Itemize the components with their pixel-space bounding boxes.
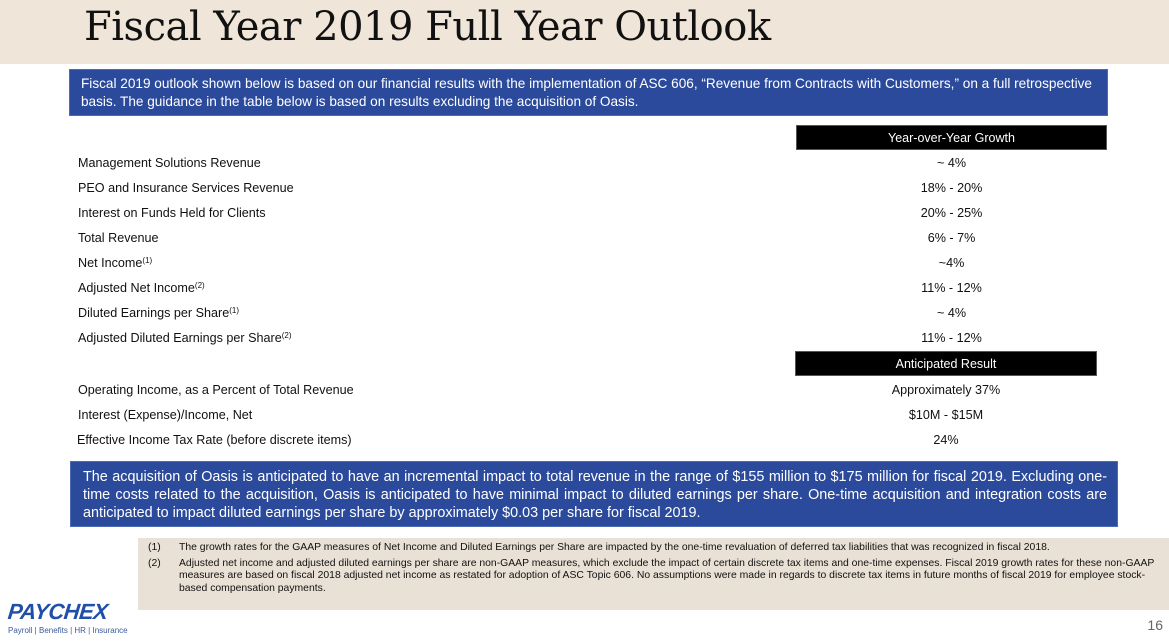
row-value: 11% - 12% (921, 331, 982, 345)
logo-wordmark: PAYCHEX (6, 599, 109, 624)
footnote-ref: (2) (194, 281, 205, 290)
page-title: Fiscal Year 2019 Full Year Outlook (84, 4, 771, 50)
row-label: Total Revenue (78, 231, 159, 245)
row-value: 11% - 12% (921, 281, 982, 295)
row-label: Effective Income Tax Rate (before discrete items) (77, 433, 352, 447)
paychex-logo (8, 600, 128, 636)
row-value: Approximately 37% (891, 383, 1001, 397)
row-value: 24% (933, 433, 959, 447)
row-value: ~ 4% (936, 156, 967, 170)
row-value: 6% - 7% (927, 231, 976, 245)
row-label: Interest (Expense)/Income, Net (78, 408, 253, 422)
row-value: ~4% (938, 256, 965, 270)
row-label: PEO and Insurance Services Revenue (78, 181, 294, 195)
intro-callout: Fiscal 2019 outlook shown below is based on our financial results with the implementation of ASC 606, “Revenue from Contracts with Customers,” on a full retrospective basis. The guidance in the table below is based on results excluding the acquisition of Oasis. (69, 69, 1108, 116)
oasis-callout: The acquisition of Oasis is anticipated to have an incremental impact to total revenue in the range of $155 million to $175 million for fiscal 2019. Excluding one-time costs related to the acquisition, Oasis is anticipated to have minimal impact to diluted earnings per share. One-time acquisition and integration costs are anticipated to impact diluted earnings per share by approximately $0.03 per share for fiscal 2019. (70, 461, 1118, 527)
yoy-growth-header: Year-over-Year Growth (796, 125, 1107, 150)
row-value: 20% - 25% (920, 206, 983, 220)
footnote-ref: (1) (142, 256, 153, 265)
row-label: Management Solutions Revenue (78, 156, 261, 170)
footnotes (138, 538, 1169, 610)
footnote-number: (2) (148, 557, 161, 569)
row-label: Adjusted Diluted Earnings per Share$^{(2)}$ (78, 331, 292, 345)
footnote-item (148, 558, 1161, 596)
footnote-text: The growth rates for the GAAP measures of Net Income and Diluted Earnings per Share are impacted by the one-time revaluation of deferred tax liabilities that was recognized in fiscal 2018. (179, 542, 1050, 553)
logo-tagline: Payroll | Benefits | HR | Insurance (8, 626, 128, 635)
title-band (0, 0, 1169, 64)
row-label: Operating Income, as a Percent of Total Revenue (78, 383, 354, 397)
row-label: Net Income$^{(1)}$ (78, 256, 153, 270)
footnote-ref: (1) (229, 306, 239, 315)
footnote-number: (1) (148, 542, 161, 553)
row-label: Adjusted Net Income$^{(2)}$ (78, 281, 205, 295)
row-value: 18% - 20% (920, 181, 983, 195)
row-value: $10M - $15M (908, 408, 984, 422)
row-value: ~ 4% (936, 306, 967, 320)
footnote-item (148, 542, 1161, 555)
page-number: 16 (1147, 617, 1163, 633)
footnote-text: Adjusted net income and adjusted diluted earnings per share are non-GAAP measures, which exclude the impact of certain discrete tax items and one-time expenses. Fiscal 2019 growth rates for these non-GAAP measures are based on fiscal 2018 adjusted net income as restated for adoption of ASC Topic 606. No assumptions were made in regards to discrete tax items in future months of fiscal 2019 for employee stock-based compensation payments. (179, 557, 1155, 594)
footnote-ref: (2) (281, 331, 292, 340)
anticipated-result-header: Anticipated Result (795, 351, 1097, 376)
row-label: Interest on Funds Held for Clients (78, 206, 266, 220)
row-label: Diluted Earnings per Share$^{(1)}$ (78, 306, 239, 320)
